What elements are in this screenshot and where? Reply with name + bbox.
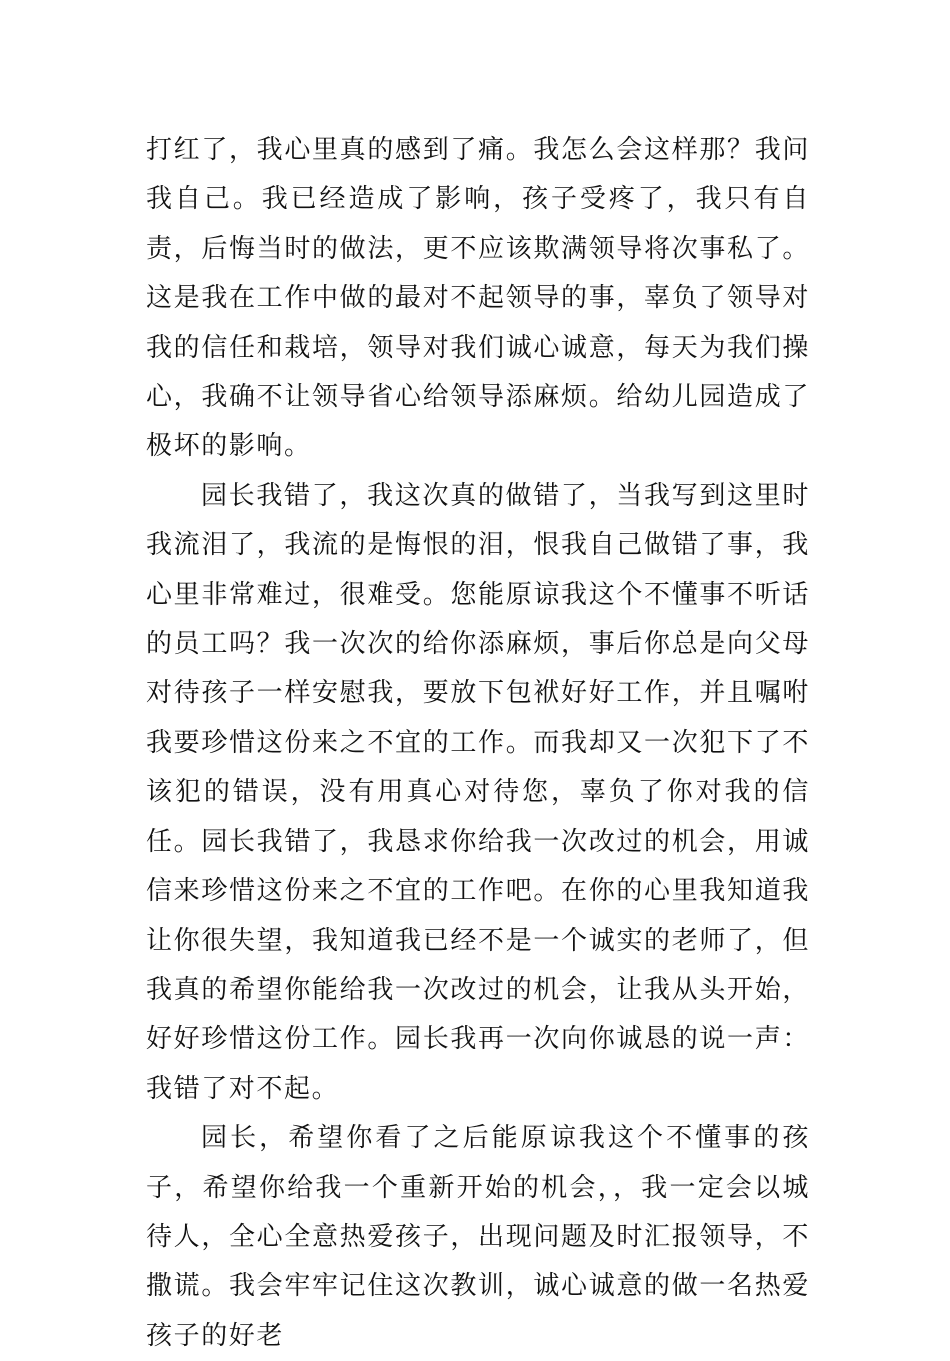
paragraph-apology: 园长我错了，我这次真的做错了，当我写到这里时我流泪了，我流的是悔恨的泪，恨我自己做错了事，我心里非常难过，很难受。您能原谅我这个不懂事不听话的员工吗？我一次次的给你添麻烦，事后你总是向父母对待孩子一样安慰我，要放下包袱好好工作，并且嘱咐我要珍惜这份来之不宜的工作。而我却又一次犯下了不该犯的错误，没有用真心对待您，辜负了你对我的信任。园长我错了，我恳求你给我一次改过的机会，用诚信来珍惜这份来之不宜的工作吧。在你的心里我知道我让你很失望，我知道我已经不是一个诚实的老师了，但我真的希望你能给我一次改过的机会，让我从头开始，好好珍惜这份工作。园长我再一次向你诚恳的说一声：我错了对不起。 bbox=[146, 480, 810, 1104]
document-body bbox=[146, 126, 810, 1361]
paragraph-promise: 园长，希望你看了之后能原谅我这个不懂事的孩子，希望你给我一个重新开始的机会，，我一定会以城待人，全心全意热爱孩子，出现问题及时汇报领导，不撒谎。我会牢牢记住这次教训，诚心诚意的做一名热爱孩子的好老 bbox=[146, 1123, 810, 1351]
paragraph-continuation: 打红了，我心里真的感到了痛。我怎么会这样那？我问我自己。我已经造成了影响，孩子受疼了，我只有自责，后悔当时的做法，更不应该欺满领导将次事私了。这是我在工作中做的最对不起领导的事，辜负了领导对我的信任和栽培，领导对我们诚心诚意，每天为我们操心，我确不让领导省心给领导添麻烦。给幼儿园造成了极坏的影响。 bbox=[146, 135, 810, 462]
